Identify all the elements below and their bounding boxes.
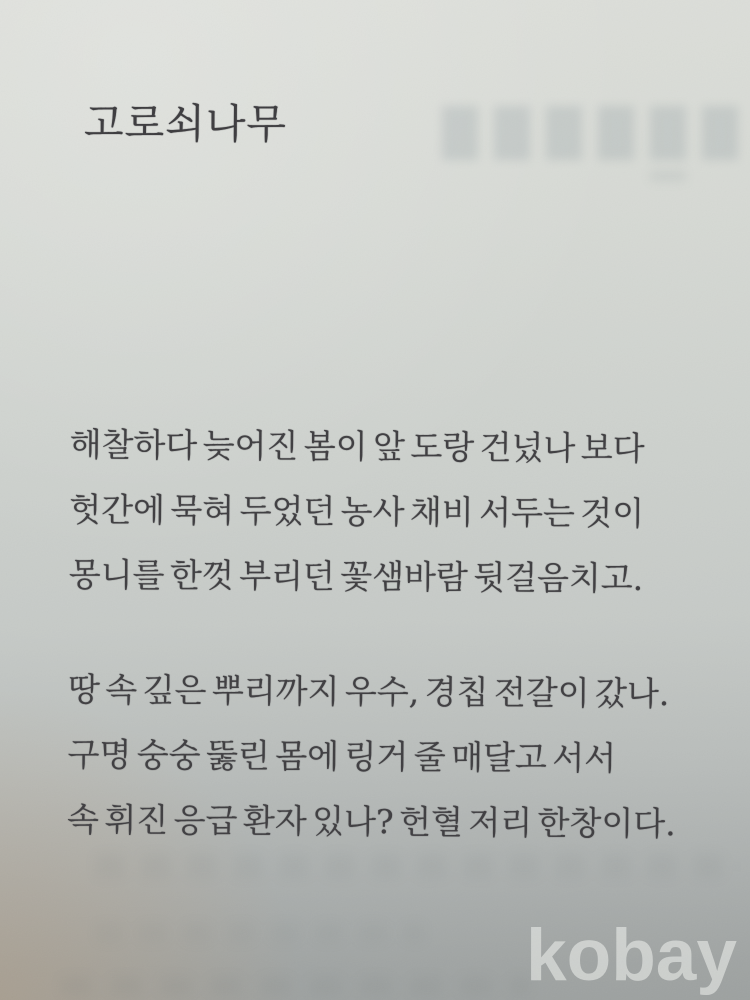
poem-line: 헛간에 묵혀 두었던 농사 채비 서두는 것이 [69,489,645,533]
poem-stanza-1 [69,412,679,611]
poem-line: 속 휘진 응급 환자 있나? 헌혈 저리 한창이다. [66,799,676,844]
poem-stanza-2 [67,657,677,856]
poem-body [67,412,679,856]
poem-line: 땅 속 깊은 뿌리까지 우수, 경칩 전갈이 갔나. [67,669,670,714]
poem-line: 해찰하다 늦어진 봄이 앞 도랑 건넜나 보다 [69,424,645,468]
kobay-watermark: kobay [526,915,737,996]
poem-line: 구명 숭숭 뚫린 몸에 링거 줄 매달고 서서 [67,734,617,778]
poem-line: 몽니를 한껏 부리던 꽃샘바람 뒷걸음치고. [68,554,644,598]
poem-title: 고로쇠나무 [83,99,288,149]
